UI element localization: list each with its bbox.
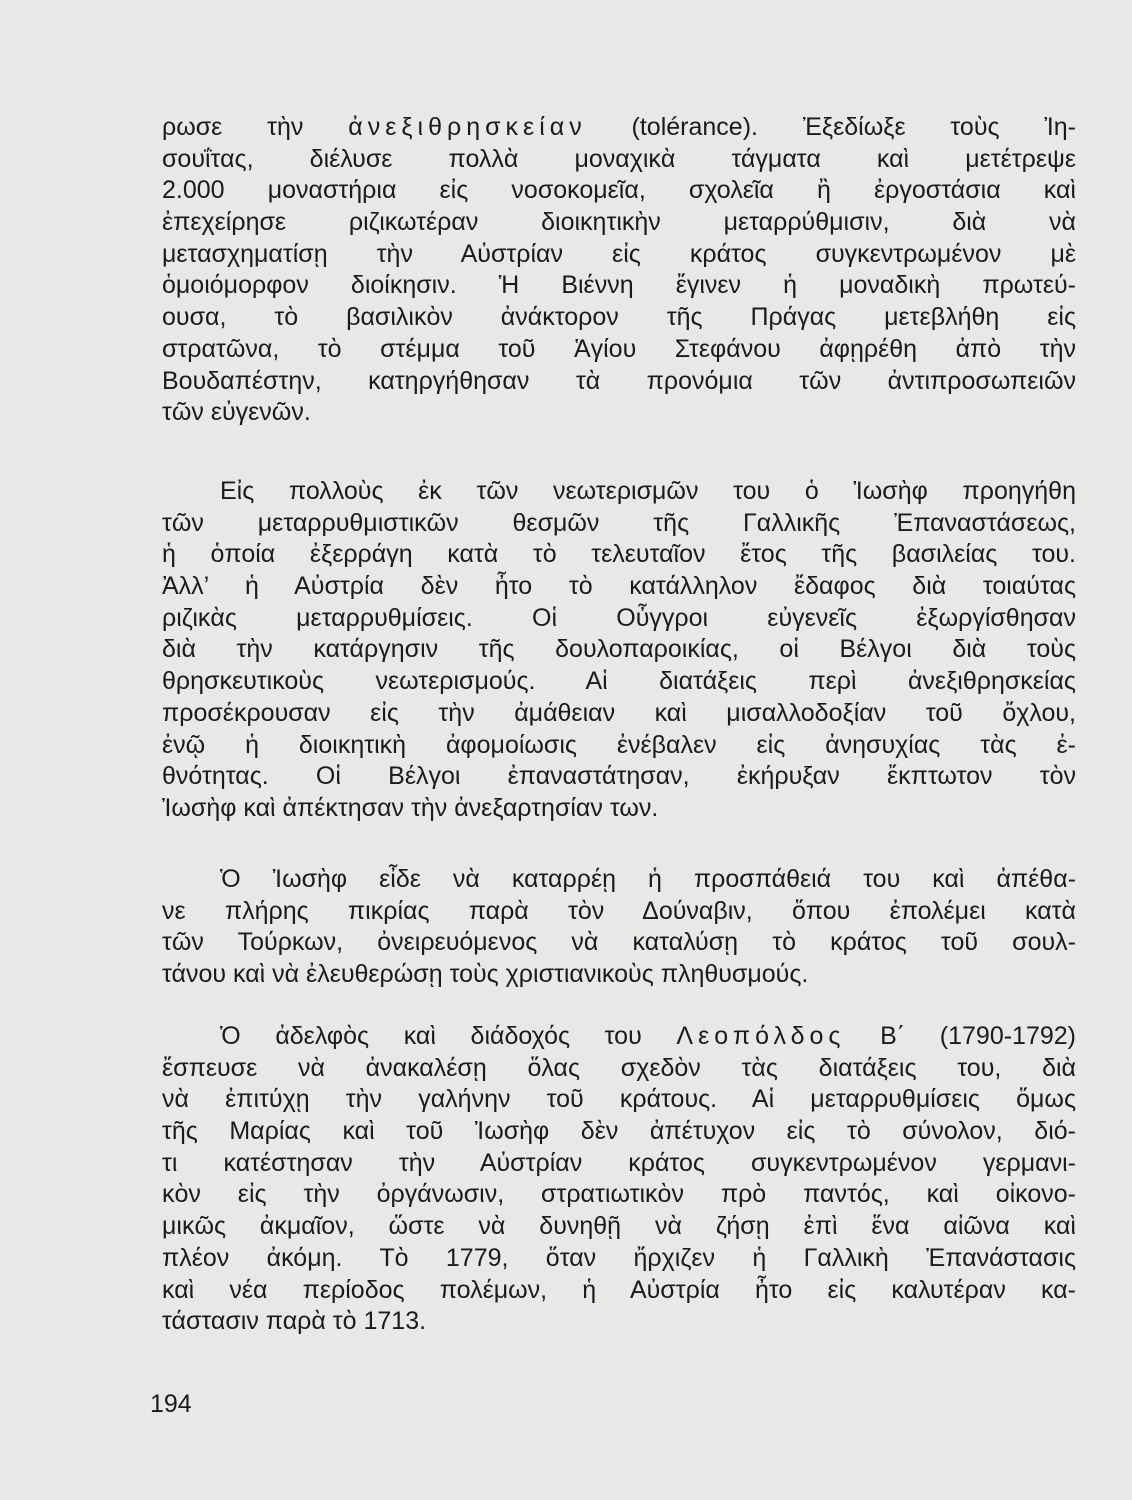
text-line: ἐνῷ ἡ διοικητικὴ ἀφομοίωσις ἐνέβαλεν εἰς ἀνησυχίας τὰς ἐ- [162, 730, 1076, 759]
text-line: Ὁ ἀδελφὸς καὶ διάδοχός του Λεοπόλδος Β΄ (1790-1792) [220, 1022, 1076, 1050]
text-line: νὰ ἐπιτύχῃ τὴν γαλήνην τοῦ κράτους. Αἱ μεταρρυθμίσεις ὅμως [162, 1085, 1076, 1114]
text-line: μετασχηματίσῃ τὴν Αὐστρίαν εἰς κράτος συγκεντρωμένον μὲ [162, 239, 1076, 268]
emphasized-term: ἀνεξιθρησκείαν [348, 113, 587, 141]
text-line: Ὁ Ἰωσὴφ εἶδε νὰ καταρρέῃ ἡ προσπάθειά του καὶ ἀπέθα- [220, 865, 1076, 893]
text-line: πλέον ἀκόμη. Τὸ 1779, ὅταν ἤρχιζεν ἡ Γαλλικὴ Ἐπανάστασις [162, 1243, 1076, 1272]
text-line: προσέκρουσαν εἰς τὴν ἀμάθειαν καὶ μισαλλοδοξίαν τοῦ ὄχλου, [162, 698, 1076, 727]
paragraph-1 [162, 112, 1076, 429]
text-line: θνότητας. Οἱ Βέλγοι ἐπαναστάτησαν, ἐκήρυξαν ἔκπτωτον τὸν [162, 762, 1076, 791]
text-line: θρησκευτικοὺς νεωτερισμούς. Αἱ διατάξεις περὶ ἀνεξιθρησκείας [162, 667, 1076, 696]
text-line: ὁμοιόμορφον διοίκησιν. Ἡ Βιέννη ἔγινεν ἡ μοναδικὴ πρωτεύ- [162, 271, 1076, 300]
page-number: 194 [150, 1390, 192, 1418]
text-line: τάνου καὶ νὰ ἐλευθερώσῃ τοὺς χριστιανικοὺς πληθυσμούς. [162, 960, 809, 989]
text-line: τι κατέστησαν τὴν Αὐστρίαν κράτος συγκεντρωμένον γερμανι- [162, 1148, 1076, 1177]
text-line: διὰ τὴν κατάργησιν τῆς δουλοπαροικίας, οἱ Βέλγοι διὰ τοὺς [162, 635, 1076, 664]
text-line: τῶν εὐγενῶν. [162, 398, 311, 427]
text-line: Ἰωσὴφ καὶ ἀπέκτησαν τὴν ἀνεξαρτησίαν των. [162, 793, 659, 822]
paragraph-2 [162, 476, 1076, 825]
text-line: τῶν μεταρρυθμιστικῶν θεσμῶν τῆς Γαλλικῆς Ἐπαναστάσεως, [162, 508, 1076, 537]
text-line: τῆς Μαρίας καὶ τοῦ Ἰωσὴφ δὲν ἀπέτυχον εἰς τὸ σύνολον, διό- [162, 1117, 1076, 1146]
text-line: σουΐτας, διέλυσε πολλὰ μοναχικὰ τάγματα καὶ μετέτρεψε [162, 144, 1076, 173]
text-line: μικῶς ἀκμαῖον, ὥστε νὰ δυνηθῇ νὰ ζήσῃ ἐπὶ ἕνα αἰῶνα καὶ [162, 1212, 1076, 1241]
text-line: τάστασιν παρὰ τὸ 1713. [162, 1307, 427, 1336]
text-line: 2.000 μοναστήρια εἰς νοσοκομεῖα, σχολεῖα ἢ ἐργοστάσια καὶ [162, 176, 1076, 205]
emphasized-term: Λεοπόλδος [676, 1022, 846, 1050]
text-line: ἡ ὁποία ἐξερράγη κατὰ τὸ τελευταῖον ἔτος τῆς βασιλείας του. [162, 540, 1076, 569]
text-line: ριζικὰς μεταρρυθμίσεις. Οἱ Οὖγγροι εὐγενεῖς ἐξωργίσθησαν [162, 603, 1076, 632]
text-line: κὸν εἰς τὴν ὀργάνωσιν, στρατιωτικὸν πρὸ παντός, καὶ οἰκονο- [162, 1180, 1076, 1209]
text-line: νε πλήρης πικρίας παρὰ τὸν Δούναβιν, ὅπου ἐπολέμει κατὰ [162, 896, 1076, 925]
text-line: ρωσε τὴν ἀνεξιθρησκείαν (tolérance). Ἐξεδίωξε τοὺς Ἰη- [162, 113, 1076, 141]
text-line: καὶ νέα περίοδος πολέμων, ἡ Αὐστρία ἦτο εἰς καλυτέραν κα- [162, 1275, 1076, 1304]
text-line: ἔσπευσε νὰ ἀνακαλέσῃ ὅλας σχεδὸν τὰς διατάξεις του, διὰ [162, 1053, 1076, 1082]
text-line: ουσα, τὸ βασιλικὸν ἀνάκτορον τῆς Πράγας μετεβλήθη εἰς [162, 303, 1076, 332]
paragraph-3 [162, 864, 1076, 991]
text-line: Βουδαπέστην, κατηργήθησαν τὰ προνόμια τῶν ἀντιπροσωπειῶν [162, 366, 1076, 395]
text-line: Εἰς πολλοὺς ἐκ τῶν νεωτερισμῶν του ὁ Ἰωσὴφ προηγήθη [220, 477, 1076, 505]
text-line: τῶν Τούρκων, ὀνειρευόμενος νὰ καταλύσῃ τὸ κράτος τοῦ σουλ- [162, 928, 1076, 957]
text-line: στρατῶνα, τὸ στέμμα τοῦ Ἁγίου Στεφάνου ἀφῃρέθη ἀπὸ τὴν [162, 334, 1076, 363]
text-line: ἐπεχείρησε ριζικωτέραν διοικητικὴν μεταρρύθμισιν, διὰ νὰ [162, 208, 1076, 237]
paragraph-4 [162, 1021, 1076, 1338]
text-line: Ἀλλ’ ἡ Αὐστρία δὲν ἦτο τὸ κατάλληλον ἔδαφος διὰ τοιαύτας [162, 572, 1076, 601]
